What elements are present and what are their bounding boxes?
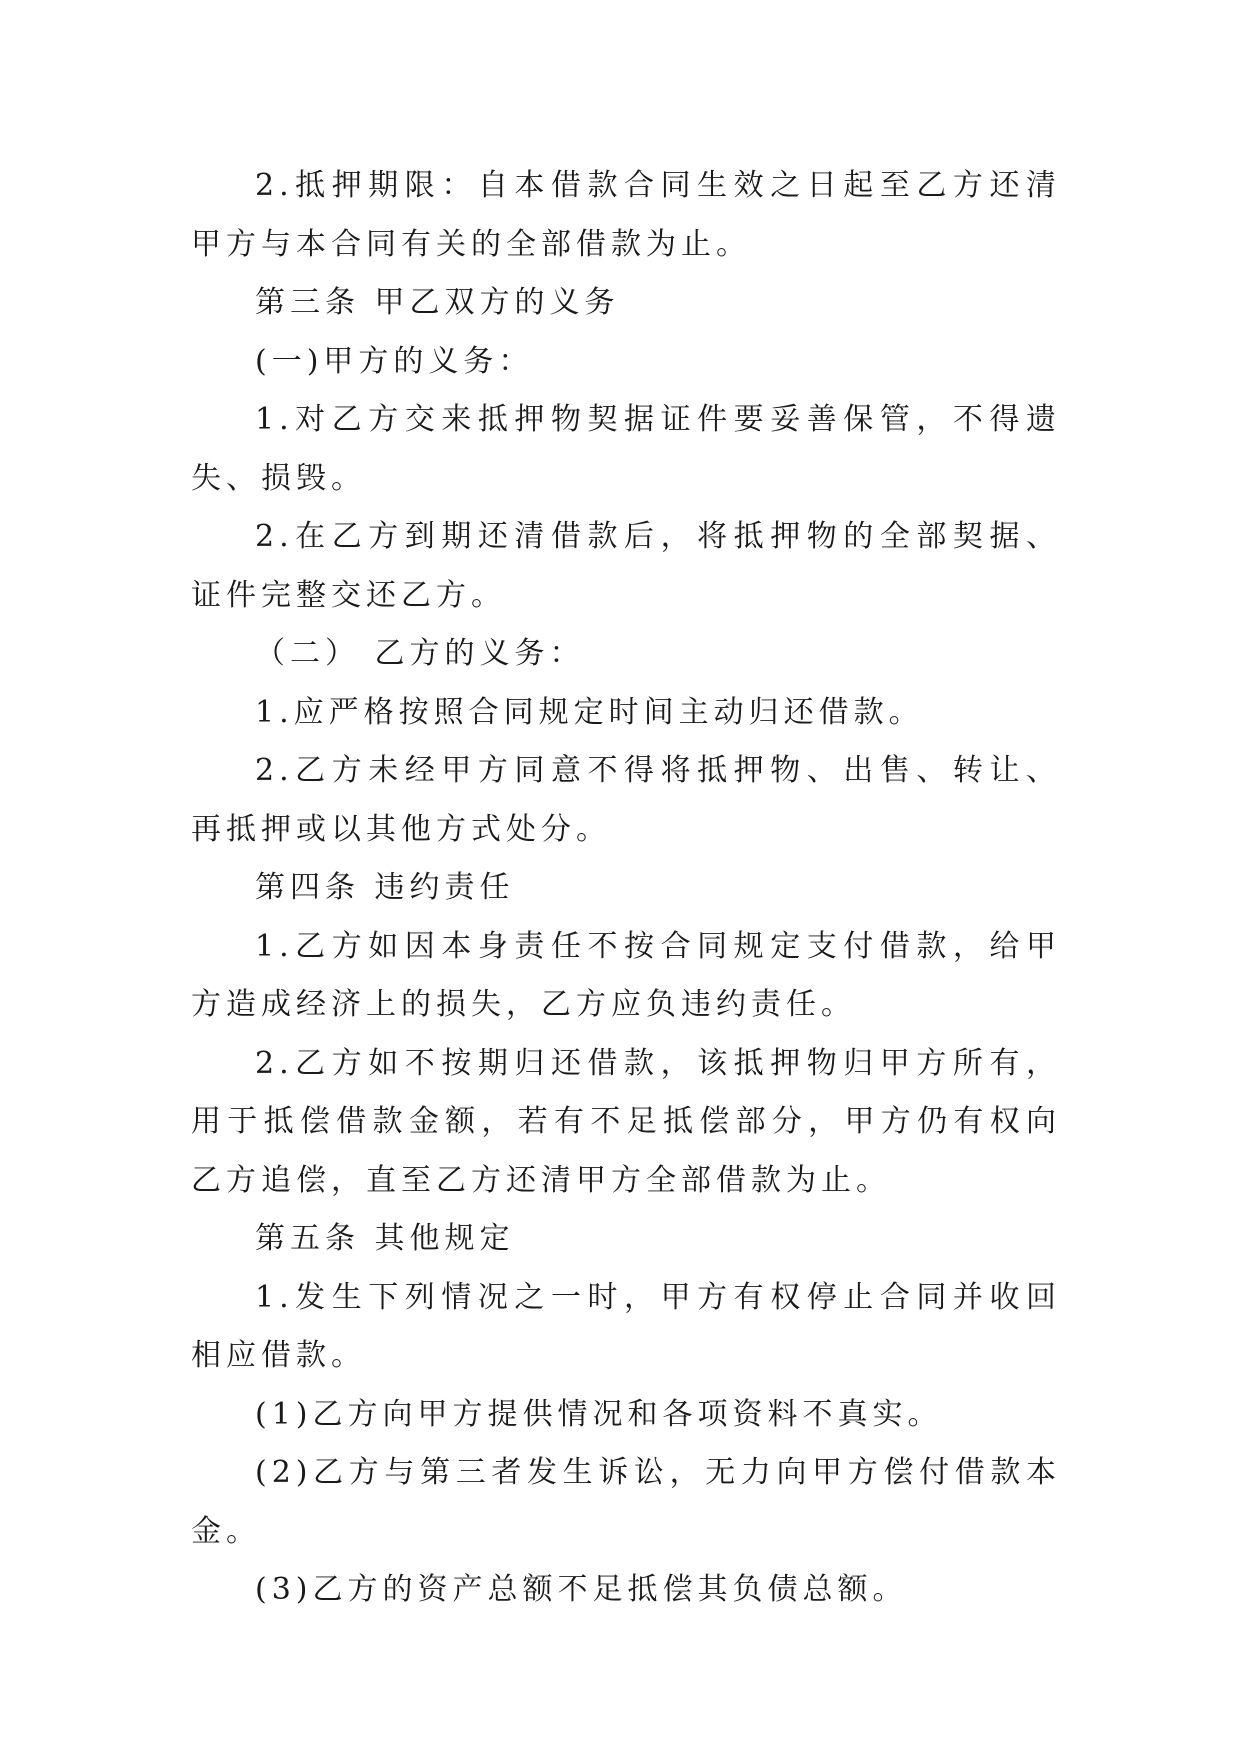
contract-text-body xyxy=(191,157,1061,1620)
list-item-condition-3: (3)乙方的资产总额不足抵偿其负债总额。 xyxy=(255,1572,908,1607)
list-item-condition-1: (1)乙方向甲方提供情况和各项资料不真实。 xyxy=(255,1396,943,1432)
paragraph-liability-1: 1.乙方如因本身责任不按合同规定支付借款，给甲方造成经济上的损失，乙方应负违约责任。 xyxy=(191,928,1061,1022)
list-item-condition-2: (2)乙方与第三者发生诉讼，无力向甲方偿付借款本金。 xyxy=(191,1455,1061,1549)
subheading-party-b-obligations: （二） 乙方的义务： xyxy=(255,636,585,671)
paragraph-a-obligation-2: 2.在乙方到期还清借款后，将抵押物的全部契据、证件完整交还乙方。 xyxy=(191,519,1061,613)
paragraph-liability-2: 2.乙方如不按期归还借款，该抵押物归甲方所有，用于抵偿借款金额，若有不足抵偿部分，甲方仍有权向乙方追偿，直至乙方还清甲方全部借款为止。 xyxy=(191,1045,1061,1198)
paragraph-b-obligation-2: 2.乙方未经甲方同意不得将抵押物、出售、转让、再抵押或以其他方式处分。 xyxy=(191,753,1061,847)
subheading-party-a-obligations: (一)甲方的义务： xyxy=(255,343,534,379)
heading-article-5: 第五条 其他规定 xyxy=(255,1221,515,1256)
paragraph-b-obligation-1: 1.应严格按照合同规定时间主动归还借款。 xyxy=(255,694,924,730)
heading-article-3: 第三条 甲乙双方的义务 xyxy=(255,285,620,320)
paragraph-mortgage-term: 2.抵押期限：自本借款合同生效之日起至乙方还清甲方与本合同有关的全部借款为止。 xyxy=(191,168,1061,262)
paragraph-other-1: 1.发生下列情况之一时，甲方有权停止合同并收回相应借款。 xyxy=(191,1279,1061,1373)
paragraph-a-obligation-1: 1.对乙方交来抵押物契据证件要妥善保管，不得遗失、损毁。 xyxy=(191,402,1061,496)
heading-article-4: 第四条 违约责任 xyxy=(255,870,515,905)
